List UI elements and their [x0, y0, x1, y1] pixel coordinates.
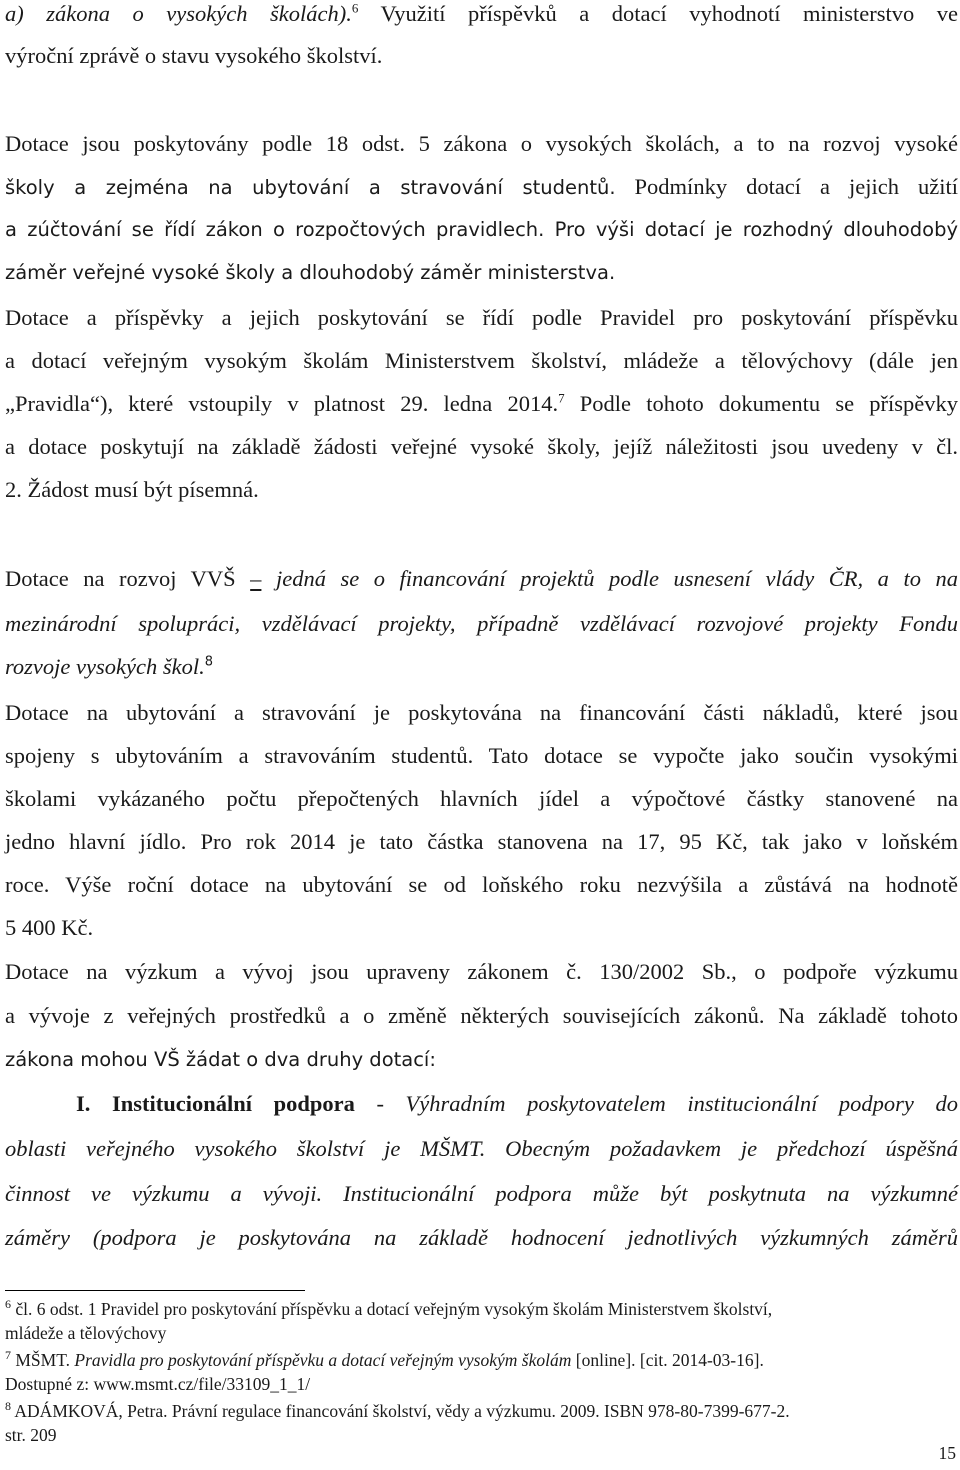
text-line: [5, 214, 958, 246]
footnote-ref: 8: [204, 654, 213, 670]
text-run: spojeny s ubytováním a stravováním studentů.: [5, 743, 474, 768]
text-run: činnost ve výzkumu a vývoji.: [5, 1181, 323, 1206]
text-run: Obecným požadavkem je předchozí úspěšná: [485, 1136, 958, 1161]
text-run: „Pravidla“), které vstoupily v platnost 29. ledna 2014.: [5, 391, 559, 416]
text-run: Dotace a příspěvky a jejich poskytování se řídí podle Pravidel pro poskytování příspěvku: [5, 305, 958, 330]
text-run: Dotace jsou poskytovány podle 18 odst. 5 zákona o vysokých školách, a to na rozvoj vysoké: [5, 131, 958, 156]
text-line: [5, 257, 958, 289]
text-run: Tato dotace se vypočte jako součin vysokými: [473, 743, 958, 768]
text-run: Dotace na rozvoj VVŠ: [5, 566, 251, 591]
text-line: [5, 608, 958, 640]
text-run: Dotace na výzkum a vývoj jsou upraveny zákonem č. 130/2002 Sb.: [5, 959, 732, 984]
footnote: [5, 1373, 958, 1395]
text-run: rozvoje vysokých škol.: [5, 654, 205, 679]
text-run: záměr veřejné vysoké školy a dlouhodobý záměr ministerstva.: [5, 261, 616, 284]
text-line: [5, 1000, 958, 1032]
text-line: [5, 40, 958, 72]
text-line: [5, 1044, 958, 1076]
text-line: [5, 783, 958, 815]
footnote-number: 7: [5, 1348, 11, 1363]
footnote-text: čl. 6 odst. 1 Pravidel pro poskytování příspěvku a dotací veřejným vysokým školám Ministerstvem školství,: [11, 1299, 773, 1319]
text-run: -: [354, 1091, 406, 1116]
section-heading: I. Institucionální podpora: [76, 1091, 355, 1116]
footnote-text: Dostupné z: www.msmt.cz/file/33109_1_1/: [5, 1374, 311, 1394]
footnote-title: Pravidla pro poskytování příspěvku a dotací veřejným vysokým školám: [74, 1350, 572, 1370]
text-run: roce.: [5, 872, 50, 897]
text-run: Na základě tohoto: [764, 1003, 959, 1028]
text-run: záměry (podpora je poskytována na základě hodnocení jednotlivých výzkumných záměrů: [5, 1225, 958, 1250]
text-run: jedná se o financování projektů podle usnesení vlády ČR, a to na: [261, 566, 959, 591]
text-run: Institucionální podpora může být poskytnuta na výzkumné: [322, 1181, 958, 1206]
footnote-text: [online]. [cit. 2014-03-16].: [571, 1350, 764, 1370]
text-run: a dotace poskytují na základě žádosti veřejné vysoké školy, jejíž náležitosti jsou uvedeny v čl.: [5, 434, 958, 459]
text-line: [5, 956, 958, 988]
footnote: [5, 1298, 958, 1320]
text-line: [5, 740, 958, 772]
text-run: Výhradním poskytovatelem institucionální podpory do: [405, 1091, 958, 1116]
text-run: a dotací veřejným vysokým školám Ministerstvem školství, mládeže a tělovýchovy (dále jen: [5, 348, 958, 373]
text-line: [5, 474, 958, 506]
text-run: Výše roční dotace na ubytování se od loňského roku nezvýšila a zůstává na hodnotě: [49, 872, 958, 897]
text-run: , o podpoře výzkumu: [731, 959, 959, 984]
footnote-ref: 6: [351, 0, 359, 16]
text-run: Pro rok 2014 je tato částka stanovena na 17, 95 Kč, tak jako v loňském: [186, 829, 959, 854]
text-line: [5, 128, 958, 160]
text-line: [5, 826, 958, 858]
text-line: [5, 302, 958, 334]
text-line: [5, 563, 958, 595]
footnote-separator: [5, 1290, 305, 1291]
text-run: Dotace na ubytování a stravování je poskytována na financování části nákladů, které jsou: [5, 700, 958, 725]
footnote-number: 8: [5, 1399, 11, 1414]
page-number: 15: [938, 1443, 956, 1463]
text-line: [5, 1222, 958, 1254]
footnote-text: mládeže a tělovýchovy: [5, 1323, 167, 1343]
text-line: [5, 171, 958, 204]
text-run: školami vykázaného počtu přepočtených hlavních jídel a výpočtové částky stanovené na: [5, 786, 958, 811]
text-line: [5, 651, 958, 683]
text-run: zákona mohou VŠ žádat o dva druhy dotací:: [5, 1048, 436, 1071]
text-run: oblasti veřejného vysokého školství je MŠMT.: [5, 1136, 486, 1161]
text-run: a vývoje z veřejných prostředků a o změně některých souvisejících zákonů.: [5, 1003, 765, 1028]
text-run: Podle tohoto dokumentu se příspěvky: [564, 391, 958, 416]
text-run: a zúčtování se řídí zákon o rozpočtových pravidlech.: [5, 218, 545, 241]
text-run: 2. Žádost musí být písemná.: [5, 477, 259, 502]
footnote: [5, 1349, 958, 1371]
text-run: a) zákona o vysokých školách).: [5, 1, 352, 26]
text-line: [5, 0, 958, 30]
text-run: Využití příspěvků a dotací vyhodnotí ministerstvo ve: [358, 1, 958, 26]
footnote: [5, 1322, 958, 1344]
text-line: [5, 431, 958, 463]
text-line: [5, 345, 958, 377]
text-line: [76, 1088, 958, 1120]
footnote-text: ADÁMKOVÁ, Petra. Právní regulace financování školství, vědy a výzkumu. 2009. ISBN 978-80-7399-677-2.: [11, 1401, 790, 1421]
text-run: výroční zprávě o stavu vysokého školství.: [5, 43, 383, 68]
text-line: [5, 1133, 958, 1165]
footnote: [5, 1400, 958, 1422]
text-run: mezinárodní spolupráci, vzdělávací projekty, případně vzdělávací rozvojové projekty Fondu: [5, 611, 958, 636]
footnote-text: str. 209: [5, 1425, 57, 1445]
text-line: [5, 388, 958, 420]
text-line: [5, 697, 958, 729]
text-run: jedno hlavní jídlo.: [5, 829, 187, 854]
footnote-ref: 7: [558, 390, 565, 406]
text-run: Podmínky dotací a jejich užití: [615, 174, 958, 199]
text-run: 5 400 Kč.: [5, 915, 94, 940]
footnote: [5, 1424, 958, 1446]
text-line: [5, 869, 958, 901]
text-run: Pro výši dotací je rozhodný dlouhodobý: [544, 218, 958, 241]
text-run: školy a zejména na ubytování a stravování studentů.: [5, 176, 616, 199]
text-line: [5, 912, 958, 944]
footnote-number: 6: [5, 1297, 11, 1312]
text-line: [5, 1178, 958, 1210]
footnote-text: MŠMT.: [11, 1350, 75, 1370]
text-run: –: [250, 566, 262, 591]
